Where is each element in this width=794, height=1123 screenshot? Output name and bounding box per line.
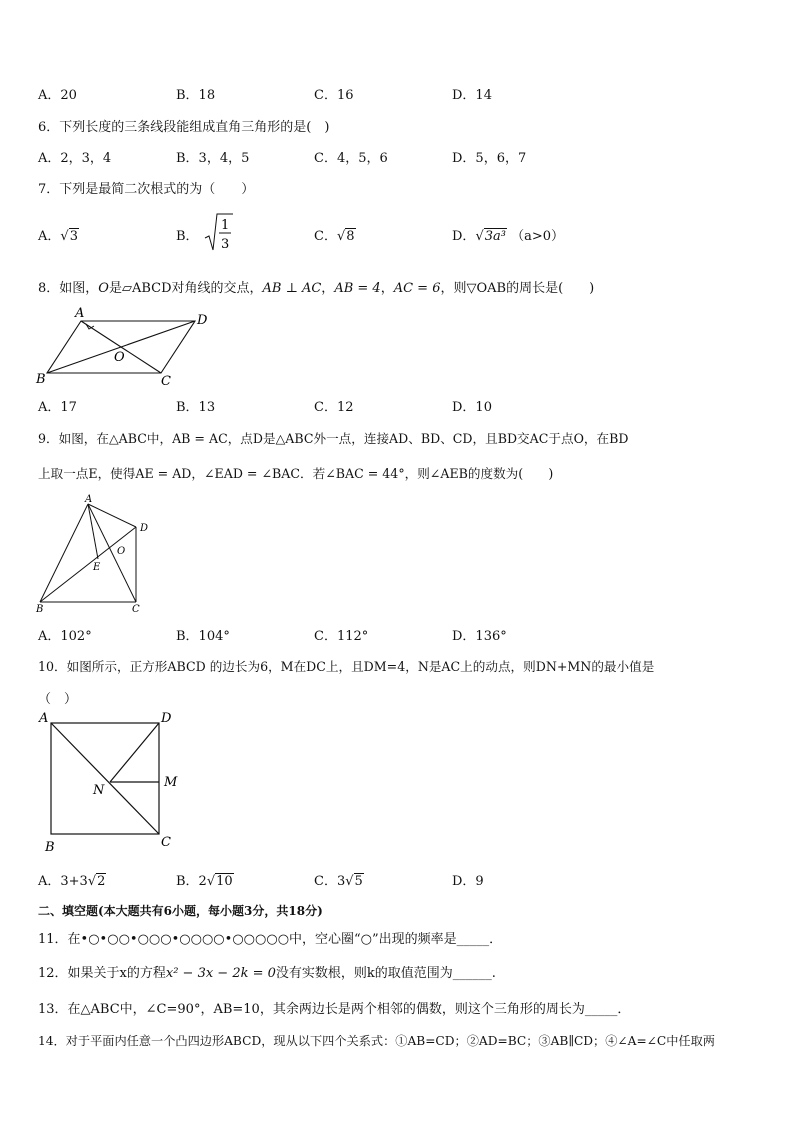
q9-label-a: A bbox=[85, 494, 93, 505]
q10-option-c bbox=[314, 870, 364, 889]
q6-option-c: C．4，5，6 bbox=[314, 151, 388, 166]
q7-label-c: C． bbox=[314, 229, 337, 244]
q9-label-e: E bbox=[93, 562, 101, 573]
q10-stem-line2: （ ） bbox=[38, 692, 78, 707]
q10-label-b: B bbox=[45, 840, 55, 855]
q7-radicand-c: 8 bbox=[346, 229, 355, 244]
q9-stem-line1: 9．如图，在△ABC中，AB = AC，点D是△ABC外一点，连接AD、BD、CD，且BD交AC于点O，在BD bbox=[38, 431, 629, 446]
q8-figure-parallelogram bbox=[30, 303, 220, 387]
q7-stem: 7．下列是最简二次根式的为（ ） bbox=[38, 182, 255, 197]
sqrt-icon: √ bbox=[336, 229, 346, 244]
q10-option-b bbox=[176, 870, 234, 889]
q6-option-b: B．3，4，5 bbox=[176, 151, 250, 166]
sqrt-icon: √ bbox=[60, 229, 69, 244]
q10-stem-line1: 10．如图所示，正方形ABCD 的边长为6，M在DC上，且DM=4，N是AC上的动点，则DN+MN的最小值是 bbox=[38, 659, 655, 674]
q8-ab-perp-ac: AB ⊥ AC bbox=[262, 281, 322, 296]
q5-option-a: A．20 bbox=[38, 88, 77, 103]
q9-option-b: B．104° bbox=[176, 629, 230, 644]
q9-label-d: D bbox=[140, 523, 149, 534]
q7-fraction-num: 1 bbox=[220, 218, 229, 233]
q10-option-c-radicand: 5 bbox=[354, 874, 363, 889]
sqrt-icon: √ bbox=[475, 229, 484, 244]
q12-equation: x² − 3x − 2k = 0 bbox=[165, 966, 276, 981]
q7-label-a: A． bbox=[38, 229, 61, 244]
q12-stem-a: 12．如果关于x的方程 bbox=[38, 966, 166, 981]
q7-option-d bbox=[452, 225, 564, 244]
q7-option-c bbox=[314, 225, 356, 244]
q8-ab: AB = 4 bbox=[334, 281, 381, 296]
q5-option-c: C．16 bbox=[314, 88, 354, 103]
q9-label-b: B bbox=[36, 604, 44, 615]
q8-stem-c: ，则▽OAB的周长是( ) bbox=[440, 281, 595, 296]
q10-option-a-pre: A．3+3 bbox=[38, 874, 88, 889]
sqrt-icon: √ bbox=[345, 874, 354, 889]
q10-option-d: D．9 bbox=[452, 874, 484, 889]
q7-label-d: D． bbox=[452, 229, 476, 244]
q8-stem-a: 8．如图， bbox=[38, 281, 99, 296]
q10-option-b-pre: B．2 bbox=[176, 874, 207, 889]
q14-stem: 14．对于平面内任意一个凸四边形ABCD，现从以下四个关系式：①AB=CD；②AD=BC；③AB∥CD；④∠A=∠C中任取两 bbox=[38, 1034, 715, 1048]
q8-label-d: D bbox=[197, 313, 208, 328]
section-fill-in-heading: 二、填空题(本大题共有6小题，每小题3分，共18分) bbox=[38, 904, 323, 918]
q8-sep: ， bbox=[380, 281, 394, 296]
q9-option-d: D．136° bbox=[452, 629, 507, 644]
q8-label-b: B bbox=[36, 372, 46, 387]
q10-label-c: C bbox=[161, 835, 171, 850]
q10-option-a-radicand: 2 bbox=[97, 874, 106, 889]
q10-label-d: D bbox=[161, 711, 172, 726]
q10-option-b-radicand: 10 bbox=[216, 874, 233, 889]
q8-label-c: C bbox=[161, 374, 171, 387]
q9-option-c: C．112° bbox=[314, 629, 369, 644]
q9-stem-line2: 上取一点E，使得AE = AD，∠EAD = ∠BAC．若∠BAC = 44°，则∠AEB的度数为( ) bbox=[38, 466, 554, 481]
q8-label-o: O bbox=[114, 350, 125, 365]
q9-label-o: O bbox=[117, 546, 126, 557]
q8-option-b: B．13 bbox=[176, 400, 216, 415]
q9-label-c: C bbox=[132, 604, 140, 615]
q9-figure-triangle bbox=[30, 493, 160, 615]
q8-ac: AC = 6 bbox=[393, 281, 441, 296]
q7-option-b bbox=[176, 212, 233, 254]
q12-stem-b: 没有实数根，则k的取值范围为______. bbox=[275, 966, 496, 981]
q13-stem: 13．在△ABC中，∠C=90°，AB=10，其余两边长是两个相邻的偶数，则这个三角形的周长为_____． bbox=[38, 1002, 631, 1017]
q10-label-a: A bbox=[39, 711, 49, 726]
q8-stem bbox=[38, 277, 594, 296]
q7-fraction-den: 3 bbox=[220, 237, 229, 252]
q10-figure-square bbox=[30, 708, 190, 858]
q8-label-a: A bbox=[75, 306, 85, 321]
q8-option-d: D．10 bbox=[452, 400, 492, 415]
q12-stem bbox=[38, 962, 496, 981]
q11-stem: 11．在•○•○○•○○○•○○○○•○○○○○中，空心圈“○”出现的频率是_____． bbox=[38, 932, 503, 947]
q7-condition: （a>0） bbox=[511, 229, 565, 244]
q8-sep: ， bbox=[321, 281, 335, 296]
q8-option-a: A．17 bbox=[38, 400, 77, 415]
sqrt-icon: √ bbox=[206, 874, 216, 889]
sqrt-fraction-icon bbox=[203, 212, 233, 254]
q6-option-d: D．5，6，7 bbox=[452, 151, 527, 166]
q7-radicand-a: 3 bbox=[69, 229, 78, 244]
q7-radicand-d: 3a³ bbox=[484, 229, 506, 244]
q7-option-a bbox=[38, 225, 79, 244]
q10-label-n: N bbox=[93, 783, 105, 798]
q10-option-c-pre: C．3 bbox=[314, 874, 346, 889]
q10-option-a bbox=[38, 870, 106, 889]
q6-stem: 6．下列长度的三条线段能组成直角三角形的是( ) bbox=[38, 120, 330, 135]
q9-option-a: A．102° bbox=[38, 629, 92, 644]
q8-point-o: O bbox=[98, 281, 109, 296]
q8-option-c: C．12 bbox=[314, 400, 354, 415]
q5-option-d: D．14 bbox=[452, 88, 492, 103]
sqrt-icon: √ bbox=[87, 874, 97, 889]
q5-option-b: B．18 bbox=[176, 88, 216, 103]
q10-label-m: M bbox=[164, 775, 178, 790]
q7-label-b: B． bbox=[176, 229, 199, 244]
q8-stem-b: 是▱ABCD对角线的交点， bbox=[108, 281, 263, 296]
q6-option-a: A．2，3，4 bbox=[38, 151, 112, 166]
